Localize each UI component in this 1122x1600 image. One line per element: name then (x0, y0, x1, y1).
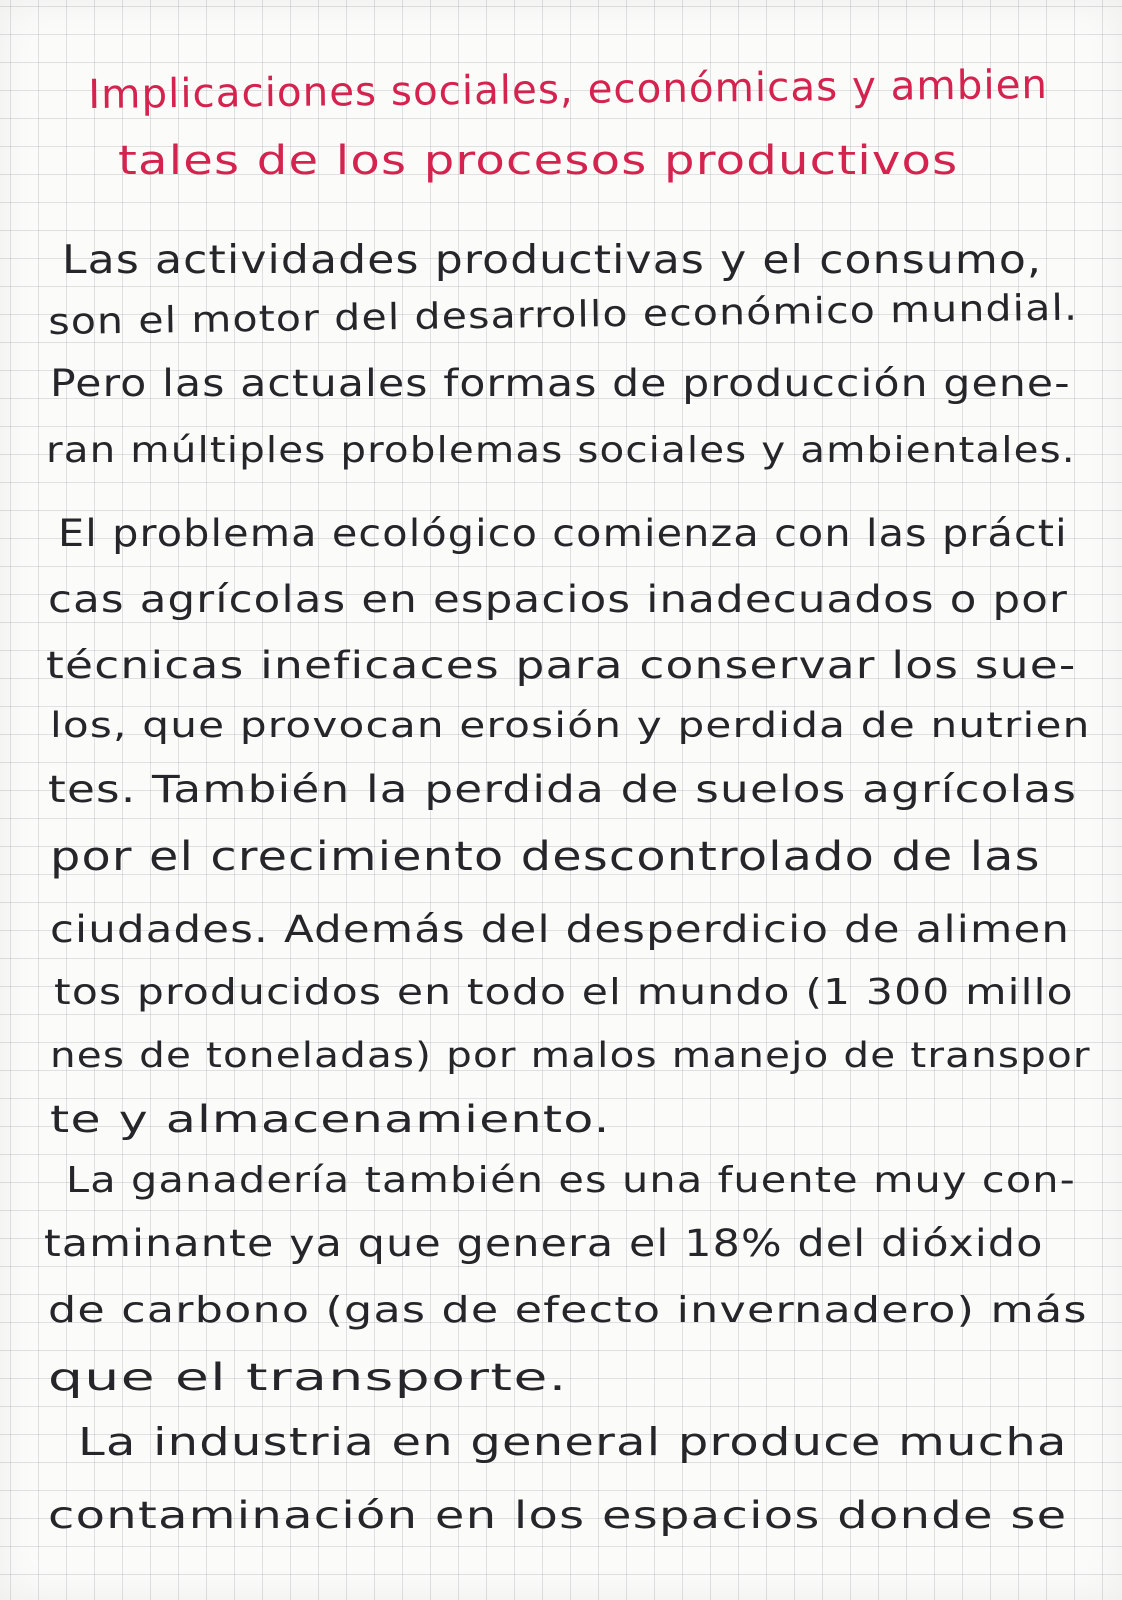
text-line: Las actividades productivas y el consumo, (62, 238, 1043, 283)
text-line: El problema ecológico comienza con las prácti (58, 512, 1068, 555)
text-line: los, que provocan erosión y perdida de nutrien (50, 706, 1091, 746)
text-line: de carbono (gas de efecto invernadero) más (48, 1290, 1088, 1331)
title-line: Implicaciones sociales, económicas y ambien (88, 61, 1049, 118)
text-line: Pero las actuales formas de producción gene- (50, 362, 1071, 405)
text-line: contaminación en los espacios donde se (48, 1494, 1068, 1537)
text-line: por el crecimiento descontrolado de las (50, 834, 1041, 880)
text-line: que el transporte. (48, 1356, 568, 1399)
text-line: son el motor del desarrollo económico mundial. (48, 287, 1079, 343)
text-line: La industria en general produce mucha (78, 1420, 1068, 1464)
text-line: ran múltiples problemas sociales y ambientales. (46, 430, 1076, 471)
text-line: ciudades. Además del desperdicio de alimen (50, 908, 1071, 951)
text-line: nes de toneladas) por malos manejo de transpor (50, 1036, 1091, 1076)
text-line: tos producidos en todo el mundo (1 300 millo (54, 972, 1074, 1013)
text-line: cas agrícolas en espacios inadecuados o por (48, 578, 1069, 621)
text-line: técnicas ineficaces para conservar los sue- (46, 644, 1077, 687)
text-line: te y almacenamiento. (50, 1098, 611, 1141)
text-line: tes. También la perdida de suelos agrícolas (48, 768, 1078, 811)
text-line: La ganadería también es una fuente muy con- (66, 1160, 1076, 1201)
text-line: taminante ya que genera el 18% del dióxido (44, 1222, 1044, 1265)
title-line: tales de los procesos productivos (118, 138, 959, 184)
